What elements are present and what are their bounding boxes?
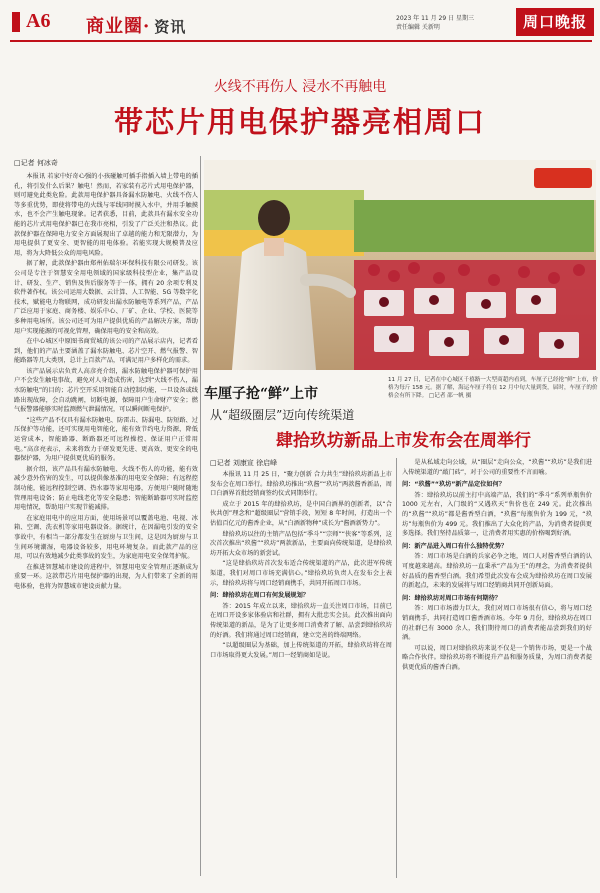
paragraph: 在家庭用电中的应用方面，使用场景可以覆盖电池、电视、冰箱、空调、洗衣机等家用电器设备。据统计，在因漏电引发的安全事故中，有相当一部分都发生在厨房与卫生间，这是因为厨房与卫生间环境潮湿，电器设备较多，用电环境复杂。而此款产品的应用，可以有效地减少此类事故的发生，为家庭用电安全保驾护航。	[14, 514, 198, 561]
article2-body-right	[402, 458, 592, 878]
article2-body-left	[210, 470, 392, 878]
photo-headline: 车厘子抢“鲜”上市	[204, 386, 319, 402]
paragraph: 在推进智慧城市建设的进程中，智慧用电安全管理正逐渐成为重要一环。这款带芯片用电保护器的出现，为人们带来了全新的用电体验，也将为智慧城市建设贡献力量。	[14, 563, 198, 590]
interview-question: 问：“玖酱”“玖坊”新产品定位如何？	[402, 481, 505, 489]
paragraph: 是从私域走向公域，从“圈层”走向公众，“玖酱”“玖坊”是我们进入传统渠道的“敲门砖”，对于公司的重要性不言而喻。	[402, 459, 592, 476]
article1-kicker: 火线不再伤人 浸水不再触电	[213, 79, 387, 95]
paragraph: 该产品展示店负责人高彦亮介绍，漏水防触电保护器可保护用户不会发生触电事故，避免对人身造成伤害，达到“火线不伤人，漏水防触电”的目的；芯片空开采用智能自动控制功能，一旦设备或线路出现故障，会自动跳闸，切断电源，保障用户生命财产安全；燃气报警器能够实时监测燃气泄漏情况，可以瞬间断电保护。	[14, 367, 198, 414]
section-dot-icon: ·	[143, 16, 151, 37]
section-sub: 资讯	[154, 18, 187, 36]
masthead	[0, 0, 600, 64]
paragraph: 本报讯 11 月 25 日，“聚力创新 合力共生”肆拾玖坊新品上市发布会在周口举行。肆拾玖坊推出“玖酱”“玖坊”两款酱香新品，周口白酒界首批经销商签约仪式同期举行。	[210, 471, 392, 498]
editor-credit: 责任编辑 关新明	[396, 24, 440, 31]
newspaper-logo: 周口晚报	[516, 8, 594, 36]
paragraph: 肆拾玖坊以往的主销产品包括“季斗”“宗师”“侠客”等系列，这次首次推出“玖酱”“玖坊”两款新品，主要面向传统渠道，是肆拾玖坊开拓大众市场的新尝试。	[210, 530, 392, 557]
paragraph: “这是肆拾玖坊首次发布适合传统渠道的产品，此次进军传统渠道，我们对周口市场充满信心。”肆拾玖坊负责人在发布会上表示，肆拾玖坊将与周口经销商携手，共同开拓周口市场。	[210, 560, 392, 587]
paragraph: “以超级圈层为基础，加上传统渠道的开拓，肆拾玖坊将在周口市场取得更大发展。”周口一经销商如是说。	[210, 642, 392, 659]
article1-body	[14, 172, 198, 876]
section-title	[86, 12, 186, 38]
paragraph: 成立于 2015 年的肆拾玖坊，是中国白酒界的创新者，以“合伙共创”理念和“超级圈层”营销手段，短短 8 年时间，打造出一个估值百亿元的酱香企业，从“白酒新物种”成长为“酱酒新势力”。	[210, 500, 392, 527]
paragraph: 可以说，周口对肆拾玖坊来说不仅是一个销售市场，更是一个战略合作伙伴。肆拾玖坊将不断提升产品和服务质量，为周口消费者提供更优质的酱香白酒。	[402, 644, 592, 671]
masthead-rule	[10, 40, 592, 42]
supermarket-photo-illustration	[204, 160, 596, 370]
issue-date: 2023 年 11 月 29 日 星期三	[396, 15, 474, 22]
paragraph: 答：肆拾玖坊以前主打中高端产品，我们的“季斗”系列单瓶售价 1000 元左右，入门级的“又遇玖天”售价也在 249 元。此次推出的“玖酱”“玖坊”都是酱香型白酒，“玖酱”每瓶售价为 199 元，“玖坊”每瓶售价为 499 元。我们推出了大众化的产品，为消费者提供更多选择。我们坚持品质第一，让消费者用实惠的价格喝到好酒。	[402, 491, 592, 538]
date-line	[396, 14, 506, 32]
page-marker	[12, 12, 20, 32]
article2-headline: 肆拾玖坊新品上市发布会在周举行	[276, 431, 531, 451]
paragraph: 据了解，此款保护器由郑州佑瑞尔环保科技有限公司研发。该公司是专注于智慧安全用电领域的国家级科技型企业，集产品设计、研发、生产、销售及售后服务等于一体，拥有 20 余项专利及软件著作权。该公司运用大数据、云计算、人工智能、5G 等数字化技术，赋能电力物联网，成功研发出漏水防触电等系列产品，产品广泛应用于家庭、商务楼、娱乐中心、厂矿、企业、学校、医院等多种用电场所。该公司还可为用户提供优质的产品解决方案，帮助用户实现能源的可视化管理，确保用电的安全和高效。	[14, 260, 198, 335]
article2-kicker: 从“超级圈层”迈向传统渠道	[210, 408, 355, 422]
article1-byline: □记者 何冰奇	[14, 159, 58, 167]
interview-question: 问：新产品进入周口有什么独特优势？	[402, 542, 508, 550]
article1-headline: 带芯片用电保护器亮相周口	[113, 105, 486, 139]
column-divider	[200, 156, 201, 876]
paragraph: 在中心城区中原图书商贸城的该公司的产品展示店内，记者看到，他们的产品主要涵盖了漏水防触电、芯片空开、燃气报警、智能路器等几大类别，总计上百款产品，可满足用户多样化的需求。	[14, 338, 198, 365]
page-number: A6	[26, 10, 51, 32]
column-divider-2	[396, 458, 397, 878]
paragraph: “这些产品不仅具有漏水防触电、防雷击、防漏电、防短路、过压保护等功能，还可实现用电智能化，能有效节约电力资源，降低运营成本，智能路器、断路器还可远程操控、保证用户正常用电。”高彦亮表示，未来将致力于研发更先进、更高效、更安全的电器保护器，为用户提供更优质的服务。	[14, 416, 198, 463]
photo-caption: 11 月 27 日，记者在中心城区千禧路一大型商超内看到，车厘子已经抢“鲜”上市，价格为每斤 158 元。据了解，海运车厘子将在 12 月中旬大量到货，届时，车厘子的价格会有所下降。 □记者 邵一帆 摄	[388, 377, 598, 399]
news-photo	[204, 160, 596, 370]
interview-question: 问：肆拾玖坊在周口有何发展规划？	[210, 592, 309, 600]
paragraph: 本报讯 若家中好奇心强的小孩碰触可插手指插入墙上带电的插孔，将引发什么后果？触电！然而，若家装有芯片式用电保护器，则可避免此类危险。此款用电保护器具备漏水防触电、火线不伤人等多重优势，即使将带电的火线与零线同时摸入水中，并用手触摸水，也不会产生触电现象。记者获悉，目前，此款具有漏水安全功能的芯片式用电保护器已在我市亮相，引发了广泛关注和热议。此款保护器在保障电力安全方面展现出了卓越的能力和无限潜力，为用电提供了更安全、更智能的用电体验。若能实现大规模普及应用，将为大降低公众的用电风险。	[14, 173, 198, 257]
paragraph: 答：周口市场潜力巨大，我们对周口市场很有信心，将与周口经销商携手，共同打造周口酱香酒市场。今年 9 月份，肆拾玖坊在周口的社群已有 3000 余人，我们期待周口的消费者能品尝到我们的好酒。	[402, 605, 592, 642]
section-name: 商业圈	[86, 16, 143, 37]
article2-byline: □记者 刘康宣 徐启峰	[210, 459, 278, 467]
paragraph: 据介绍，该产品具有漏水防触电、火线不伤人的功能，能有效减少意外伤害的发生，可以提供像基准的用电安全保障；有远程控制功能，能远程控制空调、热水器等家用电器，方便用户随时随地管理用电设备；防止电线老化等安全隐患；智能断路器可实时监控用电情况，帮助用户实现节能减排。	[14, 465, 198, 512]
paragraph: 答：周口市场是白酒的兵家必争之地，周口人对酱香型白酒的认可度越来越高。肆拾玖坊一直秉承“产品为王”的理念，为消费者提供好品质的酱香型白酒。我们希望此次发布会成为肆拾玖坊在周口发展的新起点，未来的发展将与周口经销商共同开创新局面。	[402, 553, 592, 590]
interview-question: 问：肆拾玖坊对周口市场有何期待？	[402, 594, 501, 602]
paragraph: 答：2015 年成立以来，肆拾玖坊一直关注周口市场，目前已在周口开设多家体验店和社群，拥有大批忠实会员。此次推出面向传统渠道的新品，是为了让更多周口消费者了解、品尝到肆拾玖坊的好酒。我们将通过周口经销商，建立完善的终端网络。	[210, 602, 392, 639]
